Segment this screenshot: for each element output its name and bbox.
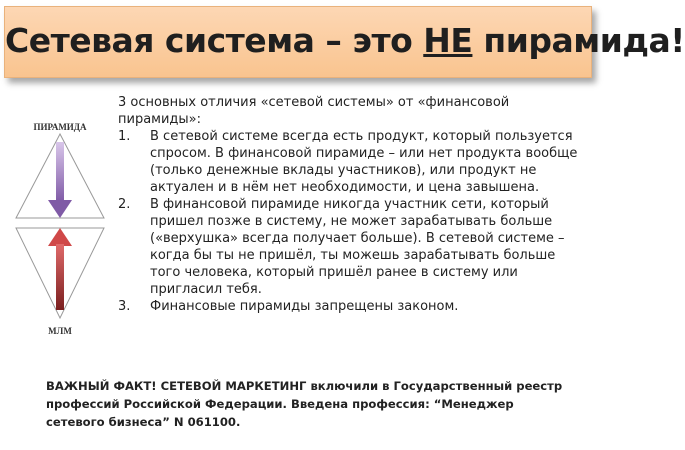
title-banner (4, 6, 685, 78)
title-emphasis: НЕ (423, 21, 473, 60)
item-number: 2. (118, 197, 131, 212)
title-after: пирамида! (472, 21, 685, 60)
pyramid-diagram-svg (14, 118, 106, 346)
item-number: 3. (118, 299, 131, 314)
important-fact: ВАЖНЫЙ ФАКТ! СЕТЕВОЙ МАРКЕТИНГ включили в Государственный реестр профессий Российской Федерации. Введена профессия: “Менеджер сетевого бизнеса” N 061100. (46, 379, 563, 429)
differences-text (118, 94, 588, 315)
list-item (118, 196, 588, 298)
list-item (118, 128, 588, 196)
pyramid-label: ПИРАМИДА (33, 122, 87, 132)
intro-text: 3 основных отличия «сетевой системы» от «финансовой пирамиды»: (118, 95, 510, 127)
item-text: В финансовой пирамиде никогда участник сети, который пришел позже в систему, не может зарабатывать больше («верхушка» всегда получает больше). В сетевой системе – когда бы ты не пришёл, ты можешь зарабатывать больше того человека, который пришёл ранее в систему или пригласил тебя. (150, 197, 565, 297)
title-before: Сетевая система – это (5, 21, 424, 60)
down-arrow-icon (48, 142, 72, 218)
item-number: 1. (118, 129, 131, 144)
item-text: Финансовые пирамиды запрещены законом. (150, 299, 459, 314)
item-text: В сетевой системе всегда есть продукт, который пользуется спросом. В финансовой пирамиде – или нет продукта вообще (только денежные вклады участников), или продукт не актуален и в нём нет необходимости, и цена завышена. (150, 129, 578, 195)
page-title (5, 21, 685, 60)
up-arrow-icon (48, 228, 72, 310)
list-item (118, 298, 588, 315)
mlm-label: МЛМ (48, 326, 72, 336)
differences-list (118, 128, 588, 315)
pyramid-diagram (14, 118, 106, 346)
